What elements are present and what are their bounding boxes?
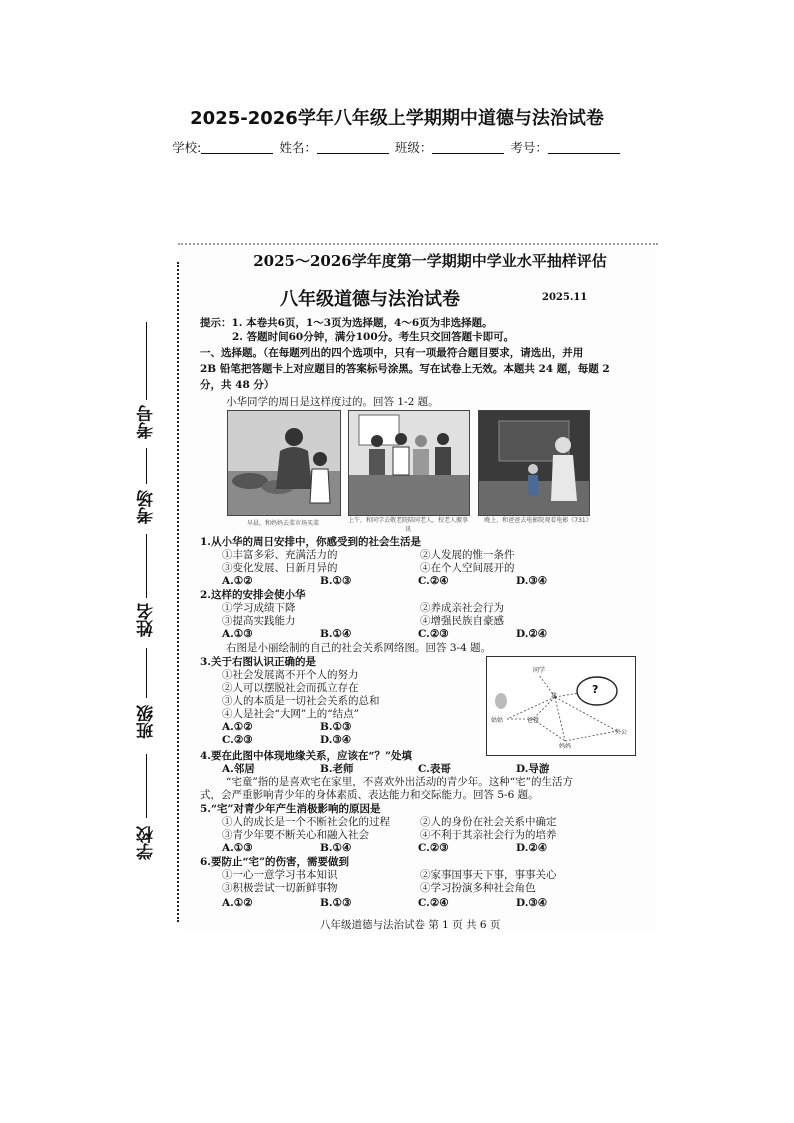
q5-choice-a[interactable]: A.①③ bbox=[222, 842, 253, 854]
caption-nursing-home: 上午，和同学去敬老院陪同老人，校老人搬事讯 bbox=[348, 517, 469, 533]
q3-choices-row1 bbox=[222, 720, 351, 734]
q4-choice-b[interactable]: B.老师 bbox=[320, 763, 354, 775]
side-label-name: 姓名 bbox=[137, 603, 157, 637]
illustration-cinema bbox=[478, 410, 590, 516]
side-label-school: 学校 bbox=[137, 826, 157, 860]
q4-choice-c[interactable]: C.表哥 bbox=[418, 763, 451, 775]
q6-statement-3: ③积极尝试一切新鲜事物 bbox=[222, 882, 338, 894]
q3-statement-2: ②人可以摆脱社会而孤立存在 bbox=[222, 682, 359, 694]
tips-line-2: 2. 答题时间60分钟，满分100分。考生只交回答题卡即可。 bbox=[232, 331, 515, 343]
school-label: 学校: bbox=[172, 140, 202, 155]
side-label-id: 考号 bbox=[137, 405, 157, 439]
q1-statement-1: ①丰富多彩、充满活力的 bbox=[222, 549, 338, 561]
node-dad: 爸爸 bbox=[527, 717, 540, 724]
name-label: 姓名： bbox=[279, 140, 317, 155]
question-1: 1.从小华的周日安排中，你感受到的社会生活是 bbox=[200, 536, 421, 548]
q5-statement-2: ②人的身份在社会关系中确定 bbox=[420, 816, 557, 828]
q1-statement-3: ③变化发展、日新月异的 bbox=[222, 562, 338, 574]
q6-choice-d[interactable]: D.③④ bbox=[516, 897, 548, 909]
name-line bbox=[146, 534, 147, 598]
q2-choice-c[interactable]: C.②③ bbox=[418, 628, 449, 640]
stem-q1-2: 小华同学的周日是这样度过的。回答 1-2 题。 bbox=[226, 396, 439, 408]
room-line bbox=[146, 448, 147, 484]
stem-q5-6-line1: “宅童”指的是喜欢宅在家里，不喜欢外出活动的青少年。这种“宅”的生活方 bbox=[226, 776, 573, 788]
name-blank bbox=[317, 141, 389, 154]
caption-cinema: 晚上，和爸爸去电影院观看电影《731》 bbox=[484, 517, 592, 524]
question-6: 6.要防止“宅”的伤害，需要做到 bbox=[200, 856, 350, 868]
student-info-fields bbox=[0, 138, 794, 156]
q4-choice-d[interactable]: D.导游 bbox=[516, 763, 550, 775]
school-blank bbox=[201, 141, 273, 154]
q3-choice-d[interactable]: D.③④ bbox=[320, 734, 352, 746]
question-4: 4.要在此图中体现地缘关系，应该在“？”处填 bbox=[200, 750, 413, 762]
q5-choices bbox=[222, 841, 614, 855]
q6-choice-b[interactable]: B.①③ bbox=[320, 897, 352, 909]
q6-statement-2: ②家事国事天下事，事事关心 bbox=[420, 869, 557, 881]
node-mom: 妈妈 bbox=[559, 743, 572, 750]
q2-statement-1: ①学习成绩下降 bbox=[222, 602, 296, 614]
q6-choice-c[interactable]: C.②④ bbox=[418, 897, 449, 909]
class-line bbox=[146, 648, 147, 698]
page-footer: 八年级道德与法治试卷 第 1 页 共 6 页 bbox=[320, 919, 501, 931]
q1-choice-c[interactable]: C.②④ bbox=[418, 575, 449, 587]
q1-choices bbox=[222, 574, 614, 588]
q4-choices bbox=[222, 762, 549, 776]
q1-statement-4: ④在个人空间展开的 bbox=[420, 562, 515, 574]
id-blank bbox=[548, 141, 620, 154]
q1-statement-2: ②人发展的惟一条件 bbox=[420, 549, 515, 561]
q5-choice-d[interactable]: D.②④ bbox=[516, 842, 548, 854]
q6-statement-4: ④学习扮演多种社会角色 bbox=[420, 882, 536, 894]
exam-title: 2025～2026学年度第一学期期中学业水平抽样评估 bbox=[253, 252, 607, 270]
question-5: 5.“宅”对青少年产生消极影响的原因是 bbox=[200, 803, 381, 815]
caption-market: 早晨，和妈妈去菜市场买菜 bbox=[246, 520, 319, 527]
q2-statement-2: ②养成亲社会行为 bbox=[420, 602, 504, 614]
exam-date: 2025.11 bbox=[542, 292, 588, 303]
id-line bbox=[146, 322, 147, 400]
node-grandpa: 外公 bbox=[615, 729, 628, 736]
q3-statement-1: ①社会发展离不开个人的努力 bbox=[222, 669, 359, 681]
q5-statement-1: ①人的成长是一个不断社会化的过程 bbox=[222, 816, 390, 828]
q6-statement-1: ①一心一意学习书本知识 bbox=[222, 869, 338, 881]
illustration-market bbox=[227, 410, 341, 516]
top-dotted-border bbox=[178, 243, 658, 245]
q2-choice-b[interactable]: B.①④ bbox=[320, 628, 352, 640]
side-label-class: 班级 bbox=[137, 705, 157, 739]
id-label: 考号： bbox=[510, 140, 548, 155]
class-blank bbox=[432, 141, 504, 154]
node-me: 我 bbox=[551, 693, 558, 700]
q2-choice-a[interactable]: A.①③ bbox=[222, 628, 253, 640]
class-label: 班级： bbox=[394, 140, 433, 155]
q5-statement-4: ④不利于其亲社会行为的培养 bbox=[420, 829, 557, 841]
q5-statement-3: ③青少年要不断关心和融入社会 bbox=[222, 829, 369, 841]
question-3: 3.关于右图认识正确的是 bbox=[200, 656, 316, 668]
tips-line-1: 提示：1. 本卷共6页，1～3页为选择题，4～6页为非选择题。 bbox=[200, 317, 493, 329]
q3-choice-c[interactable]: C.②③ bbox=[222, 734, 253, 746]
q2-choices bbox=[222, 627, 614, 641]
node-classmate: 同学 bbox=[533, 667, 546, 674]
q4-choice-a[interactable]: A.邻居 bbox=[222, 763, 255, 775]
q3-statement-3: ③人的本质是一切社会关系的总和 bbox=[222, 695, 380, 707]
q3-choice-b[interactable]: B.①③ bbox=[320, 721, 352, 733]
school-line bbox=[146, 754, 147, 818]
q3-statement-4: ④人是社会“大网”上的“结点” bbox=[222, 708, 359, 720]
social-network-figure bbox=[486, 656, 636, 756]
q1-choice-d[interactable]: D.③④ bbox=[516, 575, 548, 587]
binding-dotted-line bbox=[177, 262, 179, 922]
q1-choice-a[interactable]: A.①② bbox=[222, 575, 253, 587]
node-aunt: 姑姑 bbox=[491, 717, 504, 724]
q2-choice-d[interactable]: D.②④ bbox=[516, 628, 548, 640]
stem-q5-6-line2: 式，会严重影响青少年的身体素质、表达能力和交际能力。回答 5-6 题。 bbox=[200, 789, 539, 801]
section-instructions-3: 分，共 48 分） bbox=[200, 379, 275, 391]
q3-choices-row2 bbox=[222, 733, 351, 747]
question-2: 2.这样的安排会使小华 bbox=[200, 589, 306, 601]
section-instructions-1: 一、选择题。（在每题列出的四个选项中，只有一项最符合题目要求，请选出，并用 bbox=[200, 347, 584, 359]
section-instructions-2: 2B 铅笔把答题卡上对应题目的答案标号涂黑。写在试卷上无效。本题共 24 题，每题 2 bbox=[200, 363, 610, 375]
stem-q3-4: 右图是小丽绘制的自己的社会关系网络图。回答 3-4 题。 bbox=[226, 642, 492, 654]
q6-choice-a[interactable]: A.①② bbox=[222, 897, 253, 909]
q6-choices bbox=[222, 896, 614, 910]
exam-subtitle: 八年级道德与法治试卷 bbox=[280, 289, 460, 310]
q3-choice-a[interactable]: A.①② bbox=[222, 721, 253, 733]
q1-choice-b[interactable]: B.①③ bbox=[320, 575, 352, 587]
side-label-room: 考场 bbox=[137, 490, 157, 524]
node-unknown: ? bbox=[592, 683, 599, 696]
q5-choice-b[interactable]: B.①④ bbox=[320, 842, 352, 854]
document-title: 2025-2026学年八年级上学期期中道德与法治试卷 bbox=[190, 108, 604, 129]
q2-statement-4: ④增强民族自豪感 bbox=[420, 615, 504, 627]
q2-statement-3: ③提高实践能力 bbox=[222, 615, 296, 627]
illustration-nursing-home bbox=[348, 410, 470, 516]
q5-choice-c[interactable]: C.②③ bbox=[418, 842, 449, 854]
